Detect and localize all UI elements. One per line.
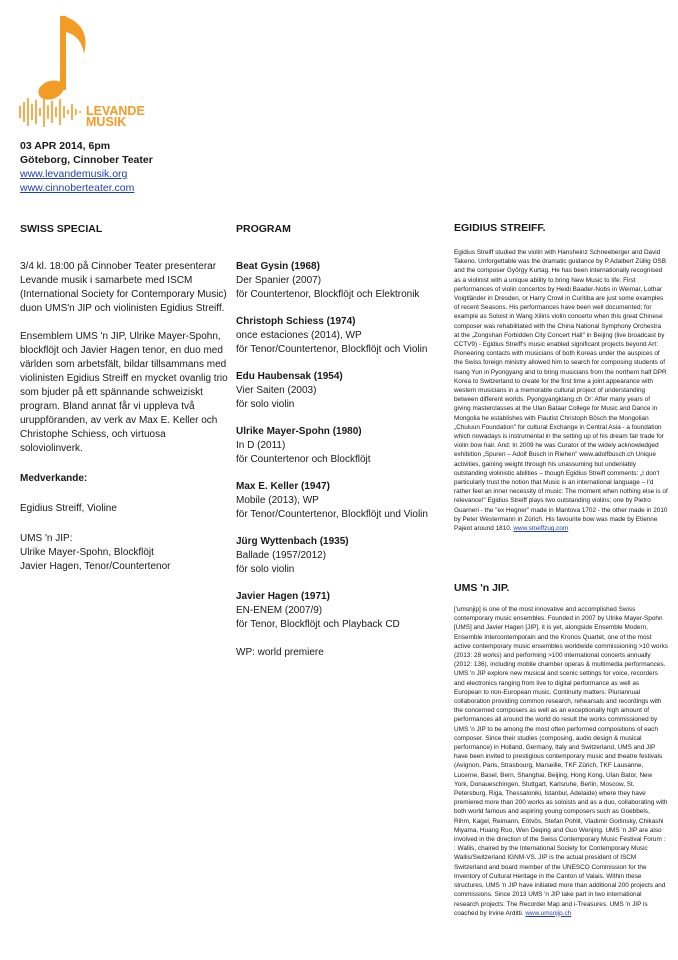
work-instrumentation: för Tenor, Blockflöjt och Playback CD [236, 619, 400, 630]
egidius-heading: EGIDIUS STREIFF. [454, 222, 546, 234]
egidius-bio-text: Egidius Streiff studied the violin with Hansheinz Schneeberger and David Takeno. Unforgettable was the dramatic guidance by P.Adalbert Züllig OSB and the composer György Kurtag. He has been internationally recognised as a violinist with a unique ability to bring New Music to life: First performances of violin concertos by Heidi Baader-Nobs in Weimar, Lothar Voigtländer in Dresden, or Harry Crowl in Curitiba are just some examples of recent Seasons. His performances have been well documented; for example as Soloist in Wang Xilins violin concerto when this great Chinese composer was rehabilitated with the China National Symphony Orchestra at the „Zongshan Forbidden City Concert Hall" in Beijing (live broadcast by CCTV9) - Egidius Streiff's music enabled significant projects beyond Art: Pioneering contacts with musicians of both Koreas under the auspices of the Swiss foreign ministry allowed him to search for composing students of Isang Yun in Pyongyang and to bring musicians from the northern half DPR Korea to Switzerland to create for the first time a joint appearance with western musicians in a memorable cultural project of understanding between different worlds. Pyongyangklang.ch Or: After many years of giving masterclasses at the Ulan Bataar College for Music and Dance in Mongolia he establishes with Flautist Christoph Bösch the Mongolian „Chuluun Foundation" for cultural Exchange in Central Asia - a foundation which nowadays is instrumental in the setting up of his dream fair trade for violin bow hair. And: In 2009 he was Curator of the widely acknowledged exhibition „Spuren – Adolf Busch in Riehen" www.adolfbusch.ch Unique activities, gaining weight through his unassuming but undeniably outstanding violinistic abilities – though Egidius Streiff comments: „I don't particularly trust the notion that Music is an international language – I'd rather feel an inner necessity of music: The moment when nothing else is of relevance!" Egidius Streiff plays two outstanding violins; one by Pietro Guarneri - the "ex Hegner" made in Mantova 1702 - the other made in 2010 by Peter Westermann in Zürich. His favourite bow was made by Etienne Pajeot around 1810. [454, 249, 668, 533]
ums-heading: UMS 'n JIP. [454, 582, 510, 594]
ums-bio [454, 605, 668, 918]
swiss-special-heading: SWISS SPECIAL [20, 223, 103, 235]
work-composer: Jürg Wyttenbach (1935) [236, 536, 349, 547]
program-work [236, 480, 446, 522]
work-composer: Christoph Schiess (1974) [236, 316, 356, 327]
work-instrumentation: för solo violin [236, 399, 295, 410]
program-work [236, 315, 446, 357]
work-instrumentation: för Countertenor, Blockflöjt och Elektronik [236, 289, 420, 300]
program-work [236, 590, 446, 632]
work-title: Ballade (1957/2012) [236, 550, 327, 561]
program-column [236, 222, 446, 660]
program-work [236, 370, 446, 412]
logo-wordmark [86, 106, 145, 128]
work-title: In D (2011) [236, 440, 286, 451]
work-title: Vier Saiten (2003) [236, 385, 317, 396]
work-instrumentation: för Countertenor och Blockflöjt [236, 454, 371, 465]
ums-label: UMS 'n JIP: [20, 533, 73, 544]
ums-bio-text: ['umsnjip] is one of the most innovative and accomplished Swiss contemporary music ensembles. Founded in 2007 by Ulrike Mayer-Spohn [UMS] and Javier Hagen [JIP], it is yet, alongside Ensemble Modern, Ensemble Intercontemporain and the Kronos Quartet, one of the most active contemporary music ensembles worldwide commissioning >10 works (2013: 28 works) and performing >100 international concerts annually (2012: 136), including mobile chamber operas & multimedia performances. UMS 'n JIP explore new musical and scenic settings for voice, recorders and electronics ranging from live to digital performance as well as European to non-European music. Continuity matters: Pluriannual collaboration providing common research, rehearsals and recordings with the concerned composers as well as an exceptionally high amount of performances all around the world do result the works commissioned by UMS 'n JIP to be among the most often performed compositions of each composer. Since their studies (composing, audio design & musical performance) in Holland, Germany, Italy and Switzerland, UMS and JIP have been invited to prestigious contemporary music and theatre festivals (Avignon, Paris, Strasbourg, Marseille, TKF Zürich, TKF Lausanne, Lucerne, Basel, Bern, Shanghai, Beijing, Hong Kong, Ulan Bator, New York, Donaueschingen, Stuttgart, Karlsruhe, Berlin, Moscow, St. Petersburg, Riga, Thessaloniki, Istanbul, Adelaide) where they have premiered more than 200 works as soloists and as a duo, collaborating with both world famous and aspiring young composers such as Goebbels, Rihm, Kagel, Reimann, Eötvös, Stefan Pohlit, Vladimir Gorlinsky, Chikashi Miyama, Huang Ruo, Wen Deqing and Guo Wenjing. UMS 'n JIP are also involved in the direction of the Swiss Contemporary Music Festival Forum : : Wallis, chaired by the International Society for Contemporary Music Wallis/Switzerland IGNM-VS. JIP is the actual president of ISCM Switzerland and board member of the UNESCO Commission for the Inventory of Cultural Heritage in the Canton of Valais. Within these structures, UMS 'n JIP have initiated more than additional 200 projects and commissions. Since 2013 UMS 'n JIP take part in two international research projects: The Recorder Map and i-Treasures. UMS 'n JIP is coached by Irvine Arditti. [454, 606, 668, 917]
work-title: Mobile (2013), WP [236, 495, 319, 506]
performer-egidius: Egidius Streiff, Violine [20, 503, 117, 514]
cinnoberteater-link[interactable]: www.cinnoberteater.com [20, 182, 135, 194]
work-composer: Beat Gysin (1968) [236, 261, 320, 272]
work-title: Der Spanier (2007) [236, 275, 322, 286]
logo-line2: MUSIK [86, 115, 127, 129]
work-instrumentation: för solo violin [236, 564, 295, 575]
swiss-special-description: Ensemblem UMS 'n JIP, Ulrike Mayer-Spohn, blockflöjt och Javier Hagen tenor, en duo med världen som arbetsfält, bildar tillsammans med violinisten Egidius Streiff en mycket ovanlig trio som bjuder på ett spännande schweiziskt program. Bland annat får vi uppleva två uruppföranden, av verk av Max E. Keller och Christophe Schiess, och virtuosa soloviolinverk. [20, 331, 228, 454]
work-instrumentation: för Tenor/Countertenor, Blockflöjt och Violin [236, 344, 428, 355]
work-instrumentation: för Tenor/Countertenor, Blockflöjt und Violin [236, 509, 428, 520]
event-info [20, 139, 153, 195]
levandemusik-link[interactable]: www.levandemusik.org [20, 168, 128, 180]
performer-ulrike: Ulrike Mayer-Spohn, Blockflöjt [20, 547, 154, 558]
work-title: once estaciones (2014), WP [236, 330, 362, 341]
logo-line1: LEVANDE [86, 104, 145, 118]
egidius-bio [454, 248, 668, 533]
work-composer: Max E. Keller (1947) [236, 481, 330, 492]
medverkande-heading: Medverkande: [20, 473, 88, 484]
work-title: EN-ENEM (2007/9) [236, 605, 323, 616]
program-list [236, 260, 446, 632]
work-composer: Ulrike Mayer-Spohn (1980) [236, 426, 362, 437]
swiss-special-column [20, 222, 230, 574]
program-work [236, 425, 446, 467]
program-work [236, 260, 446, 302]
levande-musik-logo [18, 10, 145, 129]
egidius-column [454, 222, 668, 533]
streiffzug-link[interactable]: www.streiffzug.com [513, 525, 569, 533]
swiss-special-intro: 3/4 kl. 18:00 på Cinnober Teater presenterar Levande musik i samarbete med ISCM (International Society for Contemporary Music) duon UMS'n JIP och violinisten Egidius Streiff. [20, 261, 227, 314]
event-date: 03 APR 2014, 6pm [20, 140, 111, 152]
performer-javier: Javier Hagen, Tenor/Countertenor [20, 561, 171, 572]
umsnjip-link[interactable]: www.umsnjip.ch [525, 909, 572, 917]
event-venue: Göteborg, Cinnober Teater [20, 154, 153, 166]
work-composer: Javier Hagen (1971) [236, 591, 330, 602]
program-note: WP: world premiere [236, 647, 324, 658]
program-work [236, 535, 446, 577]
program-heading: PROGRAM [236, 223, 291, 235]
work-composer: Edu Haubensak (1954) [236, 371, 343, 382]
